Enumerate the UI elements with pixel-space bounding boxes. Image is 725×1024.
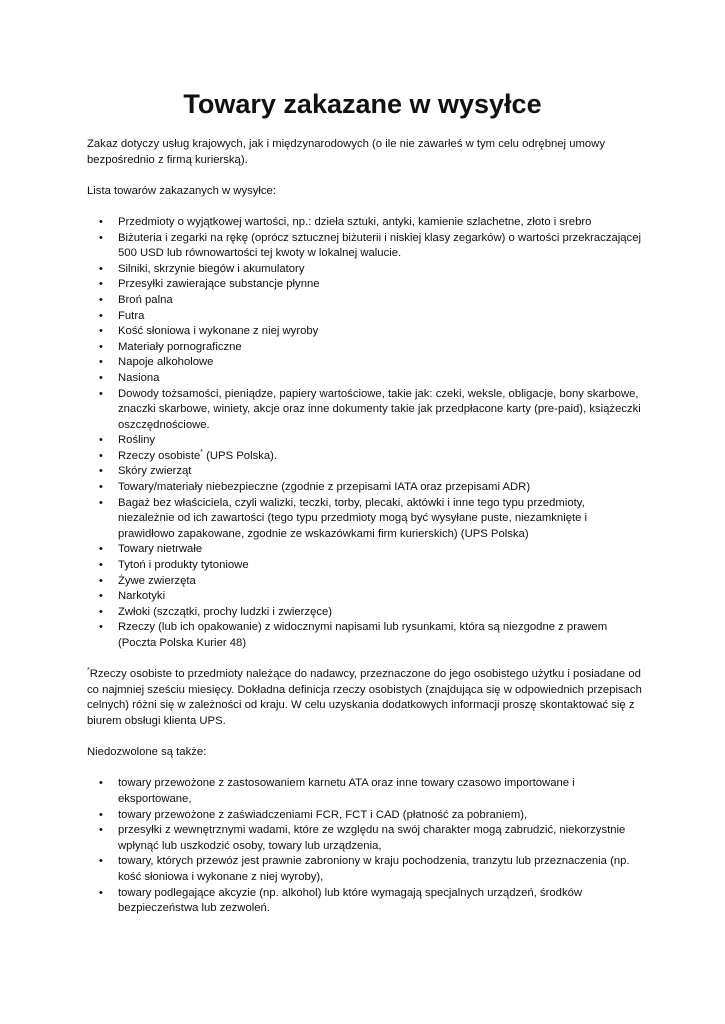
- bullet-icon: •: [99, 808, 103, 821]
- list-item: • Narkotyki: [87, 589, 642, 605]
- bullet-icon: •: [99, 231, 103, 244]
- list-item: • Materiały pornograficzne: [87, 340, 642, 356]
- document-body: [87, 137, 642, 917]
- list-item: • Biżuteria i zegarki na rękę (oprócz sztucznej biżuterii i niskiej klasy zegarków) o wartości przekraczającej 500 USD lub równowartości tej kwoty w lokalnej walucie.: [99, 231, 641, 260]
- list-item: • Futra: [87, 309, 642, 325]
- list-item: • Przedmioty o wyjątkowej wartości, np.: dzieła sztuki, antyki, kamienie szlachetne, złoto i srebro: [87, 215, 642, 231]
- list-item: • Towary nietrwałe: [87, 542, 642, 558]
- list-heading: Lista towarów zakazanych w wysyłce:: [87, 184, 276, 197]
- list-item: • Żywe zwierzęta: [87, 574, 642, 590]
- bullet-icon: •: [99, 465, 103, 478]
- list-item: • Dowody tożsamości, pieniądze, papiery wartościowe, takie jak: czeki, weksle, obligacje, bony skarbowe, znaczki skarbowe, winiety, akcje oraz inne dokumenty takie jak przedpłacone karty (pre-paid), książeczki oszczędnościowe.: [99, 387, 641, 431]
- list-item: • Towary/materiały niebezpieczne (zgodnie z przepisami IATA oraz przepisami ADR): [87, 480, 642, 496]
- bullet-icon: •: [99, 371, 103, 384]
- bullet-icon: •: [99, 855, 103, 868]
- bullet-icon: •: [99, 340, 103, 353]
- bullet-icon: •: [99, 434, 103, 447]
- bullet-icon: •: [99, 387, 103, 400]
- list-item: • Bagaż bez właściciela, czyli walizki, teczki, torby, plecaki, aktówki i inne tego typu przedmioty, niezależnie od ich zawartości (tego typu przedmioty mogą być wysyłane puste, niezamknięte i prawidłowo zapakowane, zgodnie ze wskazówkami firm kurierskich) (UPS Polska): [99, 496, 588, 540]
- bullet-icon: •: [99, 559, 103, 572]
- list-item: • Rośliny: [87, 433, 642, 449]
- bullet-icon: •: [99, 543, 103, 556]
- bullet-icon: •: [99, 293, 103, 306]
- footnote-marker: *: [200, 449, 203, 457]
- list-item: • Skóry zwierząt: [87, 464, 642, 480]
- bullet-icon: •: [99, 605, 103, 618]
- footnote: *Rzeczy osobiste to przedmioty należące do nadawcy, przeznaczone do jego osobistego użytku i posiadane od co najmniej sześciu miesięcy. Dokładna definicja rzeczy osobistych (znajdująca się w odpowiednich przepisach celnych) różni się w zależności od kraju. W celu uzyskania dodatkowych informacji proszę skontaktować się z biurem obsługi klienta UPS.: [87, 667, 642, 727]
- bullet-icon: •: [99, 262, 103, 275]
- list-item: • Rzeczy (lub ich opakowanie) z widocznymi napisami lub rysunkami, która są niezgodne z prawem (Poczta Polska Kurier 48): [99, 621, 608, 649]
- bullet-icon: •: [99, 496, 103, 509]
- footnote-marker: *: [87, 667, 90, 675]
- list-item: • towary przewożone z zastosowaniem karnetu ATA oraz inne towary czasowo importowane i eksportowane,: [99, 777, 575, 805]
- bullet-icon: •: [99, 621, 103, 634]
- intro-paragraph: Zakaz dotyczy usług krajowych, jak i międzynarodowych (o ile nie zawarłeś w tym celu odrębnej umowy bezpośrednio z firmą kurierską).: [87, 138, 605, 166]
- list-item: • przesyłki z wewnętrznymi wadami, które ze względu na swój charakter mogą zabrudzić, niekorzystnie wpłynąć lub uszkodzić osoby, towary lub urządzenia,: [99, 824, 626, 852]
- bullet-icon: •: [99, 356, 103, 369]
- bullet-icon: •: [99, 481, 103, 494]
- bullet-icon: •: [99, 325, 103, 338]
- list-item: • Zwłoki (szczątki, prochy ludzki i zwierzęce): [87, 605, 642, 621]
- list-item: • Kość słoniowa i wykonane z niej wyroby: [87, 324, 642, 340]
- list-item: • Nasiona: [87, 371, 642, 387]
- prohibited-list: [87, 215, 642, 652]
- list-item: • Silniki, skrzynie biegów i akumulatory: [87, 262, 642, 278]
- also-prohibited-list: [87, 776, 642, 916]
- list-item: • towary przewożone z zaświadczeniami FCR, FCT i CAD (płatność za pobraniem),: [87, 808, 642, 824]
- list-item: • Przesyłki zawierające substancje płynne: [87, 277, 642, 293]
- list-item: • Broń palna: [87, 293, 642, 309]
- also-heading: Niedozwolone są także:: [87, 746, 207, 759]
- list-item: • Napoje alkoholowe: [87, 355, 642, 371]
- bullet-icon: •: [99, 574, 103, 587]
- bullet-icon: •: [99, 215, 103, 228]
- list-item: • towary podlegające akcyzie (np. alkohol) lub które wymagają specjalnych urządzeń, środków bezpieczeństwa lub zezwoleń.: [99, 886, 583, 915]
- bullet-icon: •: [99, 278, 103, 291]
- list-item: • Tytoń i produkty tytoniowe: [87, 558, 642, 574]
- bullet-icon: •: [99, 590, 103, 603]
- page-title: Towary zakazane w wysyłce: [183, 89, 542, 119]
- bullet-icon: •: [99, 824, 103, 837]
- bullet-icon: •: [99, 309, 103, 322]
- list-item: • Rzeczy osobiste* (UPS Polska).: [87, 449, 642, 465]
- list-item: • towary, których przewóz jest prawnie zabroniony w kraju pochodzenia, tranzytu lub przeznaczenia (np. kość słoniowa i wykonane z niej wyroby),: [99, 855, 630, 883]
- bullet-icon: •: [99, 886, 103, 899]
- bullet-icon: •: [99, 777, 103, 790]
- bullet-icon: •: [99, 449, 103, 462]
